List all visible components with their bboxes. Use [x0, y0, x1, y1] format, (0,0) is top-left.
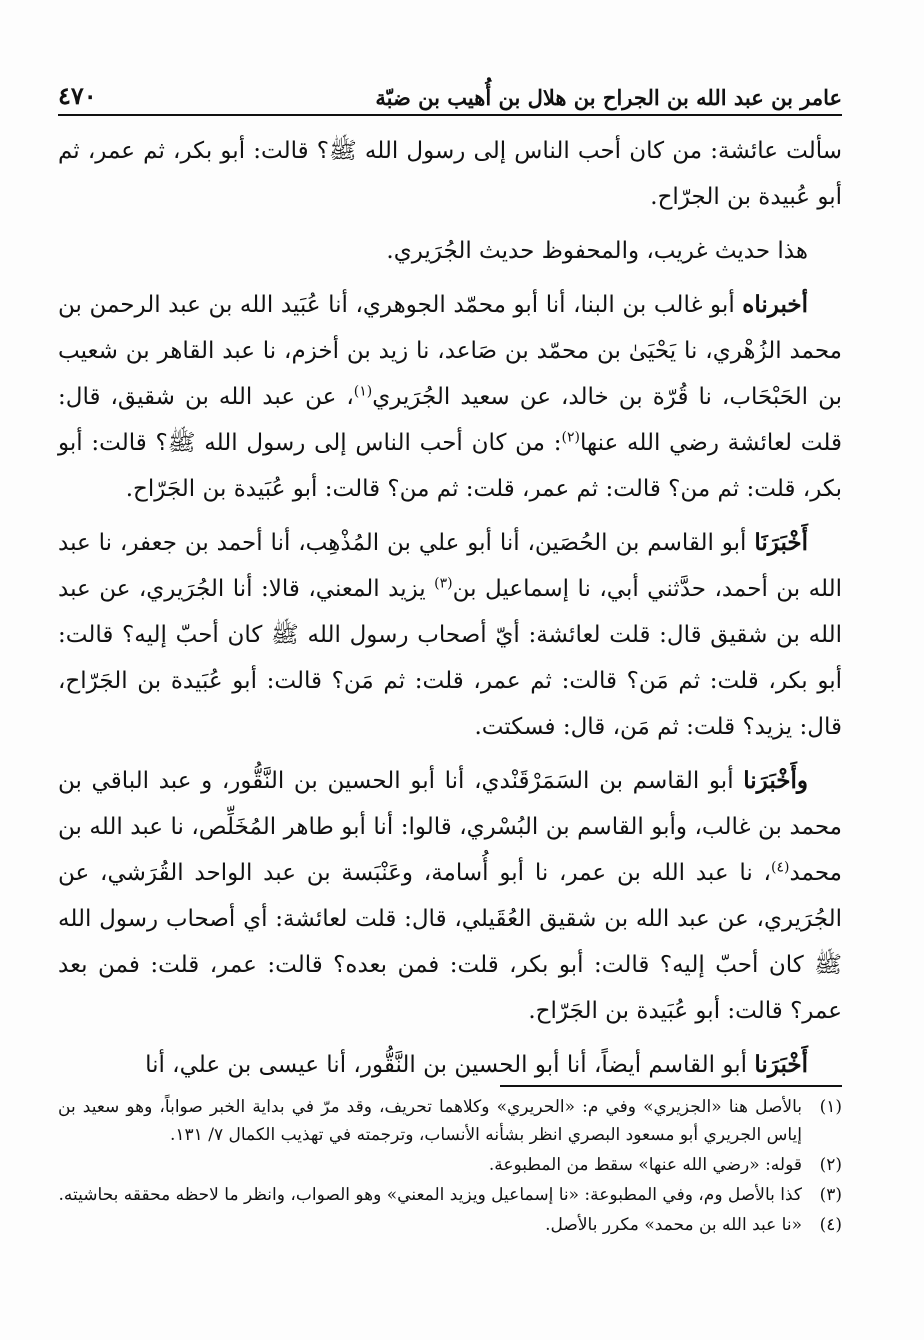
footnote-text: كذا بالأصل وم، وفي المطبوعة: «نا إسماعيل ويزيد المعني» وهو الصواب، وانظر ما لاحظه محققه بحاشيته. — [58, 1185, 802, 1205]
paragraph-text: : من كان أحب الناس إلى رسول الله ﷺ؟ قالت: أبو بكر، قلت: ثم من؟ قالت: ثم عمر، قلت: ثم من؟ قالت: أبو عُبَيدة بن الجَرّاح. — [58, 430, 842, 502]
paragraph-2 — [58, 228, 842, 274]
footnote-3 — [58, 1181, 842, 1209]
paragraph-lead: أَخْبَرَنا — [754, 1051, 808, 1078]
paragraph-1 — [58, 128, 842, 220]
footnote-ref: (٣) — [434, 575, 453, 592]
paragraph-lead: وأَخْبَرَنا — [743, 767, 808, 794]
footnote-text: بالأصل هنا «الجزيري» وفي م: «الحريري» وكلاهما تحريف، وقد مرّ في بداية الخبر صواباً، وهو سعيد بن إياس الجريري أبو مسعود البصري انظر بشأنه الأنساب، وترجمته في تهذيب الكمال ٧/ ١٣١. — [58, 1097, 802, 1145]
footnote-separator — [500, 1085, 842, 1087]
footnote-ref: (٤) — [770, 859, 790, 876]
footnote-1 — [58, 1093, 842, 1149]
paragraph-6 — [58, 1042, 842, 1088]
footnote-number: (٢) — [819, 1155, 842, 1175]
page-number: ٤٧٠ — [58, 81, 97, 110]
paragraph-text: يزيد المعني، قالا: أنا الجُرَيري، عن عبد الله بن شقيق قال: قلت لعائشة: أيّ أصحاب رسول الله ﷺ كان أحبّ إليه؟ قالت: أبو بكر، قلت: ثم مَن؟ قالت: ثم عمر، قلت: ثم مَن؟ قالت: أبو عُبَيدة بن الجَرّاح، قال: يزيد؟ قلت: ثم مَن، قال: فسكتت. — [58, 576, 842, 740]
footnote-text: قوله: «رضي الله عنها» سقط من المطبوعة. — [488, 1155, 802, 1175]
paragraph-lead: أخبرناه — [742, 291, 808, 318]
paragraph-3 — [58, 282, 842, 512]
paragraph-text: هذا حديث غريب، والمحفوظ حديث الجُرَيري. — [386, 238, 808, 264]
footnote-ref: (١) — [353, 383, 373, 400]
footnotes — [58, 1093, 842, 1241]
footnote-number: (٤) — [819, 1215, 842, 1235]
paragraph-4 — [58, 520, 842, 750]
paragraph-text: ، نا عبد الله بن عمر، نا أبو أُسامة، وعَنْبَسة بن عبد الواحد القُرَشي، عن الجُرَيري، عن عبد الله بن شقيق العُقَيلي، قال: قلت لعائشة: أي أصحاب رسول الله ﷺ كان أحبّ إليه؟ قالت: أبو بكر، قلت: فمن بعده؟ قالت: عمر، قلت: فمن بعد عمر؟ قالت: أبو عُبَيدة بن الجَرّاح. — [58, 860, 842, 1024]
page-header — [58, 70, 842, 116]
footnote-4 — [58, 1211, 842, 1239]
footnote-ref: (٢) — [561, 429, 580, 446]
paragraph-lead: أَخْبَرَنَا — [754, 529, 808, 556]
footnote-text: «نا عبد الله بن محمد» مكرر بالأصل. — [545, 1215, 802, 1235]
main-text — [58, 128, 842, 1096]
paragraph-5 — [58, 758, 842, 1034]
paragraph-text: أبو غالب بن البنا، أنا أبو محمّد الجوهري، أنا عُبَيد الله بن عبد الرحمن بن محمد الزُهْري، نا يَحْيَىٰ بن محمّد بن صَاعد، نا زيد بن أخزم، نا عبد القاهر بن شعيب بن الحَبْحَاب، نا قُرّة بن خالد، عن سعيد الجُرَيري — [58, 292, 842, 410]
footnote-number: (٣) — [819, 1185, 842, 1205]
paragraph-text: أبو القاسم أيضاً، أنا أبو الحسين بن النَّقُّور، أنا عيسى بن علي، أنا — [145, 1052, 755, 1078]
paragraph-text: أبو القاسم بن الحُصَين، أنا أبو علي بن المُذْهِب، أنا أحمد بن جعفر، نا عبد الله بن أحمد، حدَّثني أبي، نا إسماعيل بن — [58, 530, 842, 602]
paragraph-text: سألت عائشة: من كان أحب الناس إلى رسول الله ﷺ؟ قالت: أبو بكر، ثم عمر، ثم أبو عُبيدة بن الجرّاح. — [58, 138, 842, 210]
paragraph-text: ، عن عبد الله بن شقيق، قال: قلت لعائشة رضي الله عنها — [58, 384, 842, 456]
running-title: عامر بن عبد الله بن الجراح بن هلال بن أُهيب بن ضبّة — [375, 85, 842, 110]
footnote-2 — [58, 1151, 842, 1179]
paragraph-text: أبو القاسم بن السَمَرْقَنْدي، أنا أبو الحسين بن النَّقُّور، و عبد الباقي بن محمد بن غالب، وأبو القاسم بن البُسْري، قالوا: أنا أبو طاهر المُخَلِّص، نا عبد الله بن محمد — [58, 768, 842, 886]
footnote-number: (١) — [819, 1097, 842, 1117]
